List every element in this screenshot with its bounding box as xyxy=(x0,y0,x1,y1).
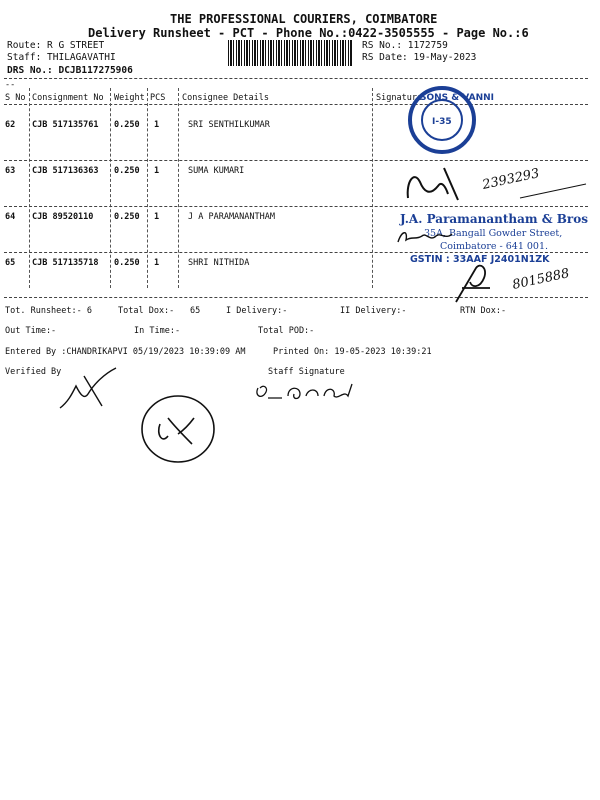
row-pcs: 1 xyxy=(154,212,160,222)
column-divider xyxy=(147,88,148,288)
row-sno: 62 xyxy=(5,120,16,130)
out-time: Out Time:- xyxy=(5,326,57,336)
column-divider xyxy=(178,88,179,288)
verified-by: Verified By xyxy=(5,367,62,377)
company-stamp-name: J.A. Paramanantham & Bros xyxy=(400,212,589,226)
round-stamp xyxy=(402,84,494,156)
rtn-dox: RTN Dox:- xyxy=(460,306,507,316)
entered-by: Entered By :CHANDRIKAPVI 05/19/2023 10:39:09 AM xyxy=(5,347,246,357)
staff-signature xyxy=(252,378,362,404)
row-weight: 0.250 xyxy=(114,258,140,268)
column-divider xyxy=(110,88,111,288)
row-consignment-no: CJB 517135761 xyxy=(32,120,99,130)
row-pcs: 1 xyxy=(154,120,160,130)
col-header-signature: Signature xyxy=(376,93,423,103)
circled-mark xyxy=(138,392,220,466)
divider-dash: -- xyxy=(5,80,16,90)
divider xyxy=(4,78,588,79)
handwritten-phone: 8015888 xyxy=(511,266,571,293)
row-consignment-no: CJB 517135718 xyxy=(32,258,99,268)
row-weight: 0.250 xyxy=(114,120,140,130)
col-header-weight: Weight xyxy=(114,93,145,103)
col-header-pcs: PCS xyxy=(150,93,166,103)
drs-label: DRS No.: DCJB117275906 xyxy=(7,65,133,76)
company-stamp-address-1: 35A, Bangall Gowder Street, xyxy=(424,228,563,239)
row-pcs: 1 xyxy=(154,166,160,176)
row-consignee: SUMA KUMARI xyxy=(188,166,245,176)
barcode xyxy=(228,40,352,66)
ii-delivery: II Delivery:- xyxy=(340,306,407,316)
rs-no: RS No.: 1172759 xyxy=(362,40,448,51)
row-consignee: SRI SENTHILKUMAR xyxy=(188,120,270,130)
rs-date: RS Date: 19-May-2023 xyxy=(362,52,477,63)
signature-row-64 xyxy=(396,226,456,248)
total-runsheet: Tot. Runsheet:- 6 xyxy=(5,306,92,316)
row-weight: 0.250 xyxy=(114,212,140,222)
company-stamp-gstin: GSTIN : 33AAF J2401N1ZK xyxy=(410,254,550,265)
divider xyxy=(4,252,588,253)
svg-text:I-35: I-35 xyxy=(432,117,452,127)
company-stamp-address-2: Coimbatore - 641 001. xyxy=(440,241,549,252)
column-divider xyxy=(29,88,30,288)
row-consignment-no: CJB 517136363 xyxy=(32,166,99,176)
col-header-consignment: Consignment No xyxy=(32,93,104,103)
i-delivery: I Delivery:- xyxy=(226,306,288,316)
column-divider xyxy=(372,88,373,288)
divider xyxy=(4,160,588,161)
page-subtitle: Delivery Runsheet - PCT - Phone No.:0422-3505555 - Page No.:6 xyxy=(88,26,529,40)
row-sno: 63 xyxy=(5,166,16,176)
row-consignee: J A PARAMANANTHAM xyxy=(188,212,275,222)
in-time: In Time:- xyxy=(134,326,181,336)
total-pod: Total POD:- xyxy=(258,326,315,336)
total-dox-label: Total Dox:- xyxy=(118,306,175,316)
company-title: THE PROFESSIONAL COURIERS, COIMBATORE xyxy=(170,12,438,26)
row-consignee: SHRI NITHIDA xyxy=(188,258,250,268)
staff-label: Staff: THILAGAVATHI xyxy=(7,52,116,63)
verified-signature xyxy=(54,364,124,414)
printed-on: Printed On: 19-05-2023 10:39:21 xyxy=(273,347,432,357)
row-weight: 0.250 xyxy=(114,166,140,176)
handwritten-number: 2393293 xyxy=(481,166,541,193)
divider xyxy=(4,104,588,105)
route-label: Route: R G STREET xyxy=(7,40,105,51)
col-header-sno: S No xyxy=(5,93,26,103)
col-header-consignee: Consignee Details xyxy=(182,93,269,103)
row-sno: 64 xyxy=(5,212,16,222)
staff-signature-label: Staff Signature xyxy=(268,367,345,377)
total-dox-value: 65 xyxy=(190,306,201,316)
row-pcs: 1 xyxy=(154,258,160,268)
stamp-text: SONS & VANNI xyxy=(420,93,494,103)
row-sno: 65 xyxy=(5,258,16,268)
row-consignment-no: CJB 89520110 xyxy=(32,212,94,222)
